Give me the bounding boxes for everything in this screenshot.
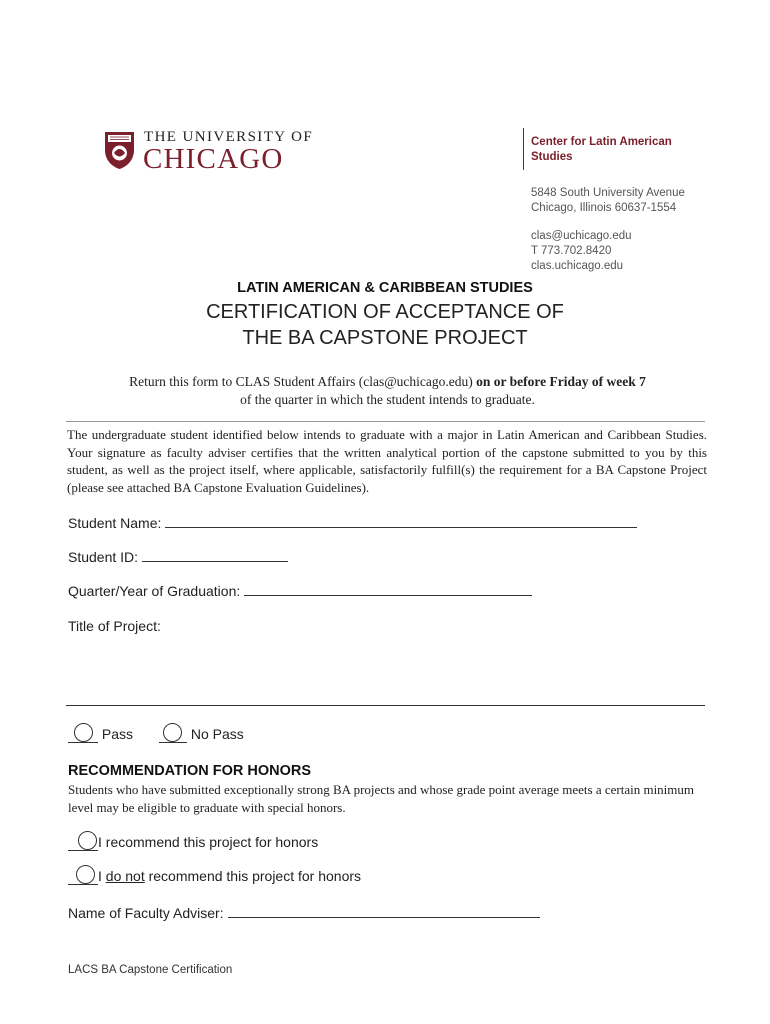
- pass-option[interactable]: [68, 724, 133, 743]
- not-recommend-suffix: recommend this project for honors: [144, 868, 362, 884]
- university-logo: [104, 128, 314, 175]
- form-title-line2: THE BA CAPSTONE PROJECT: [242, 327, 528, 349]
- contact-email: clas@uchicago.edu: [531, 230, 632, 242]
- header-divider: [523, 128, 524, 170]
- address-line2: Chicago, Illinois 60637-1554: [531, 202, 677, 214]
- address-line1: 5848 South University Avenue: [531, 187, 685, 199]
- graduation-field[interactable]: [244, 583, 532, 596]
- no-pass-radio[interactable]: [163, 723, 182, 742]
- not-recommend-prefix: I: [98, 868, 106, 884]
- return-instructions: [70, 373, 705, 409]
- not-recommend-blank: [68, 866, 98, 885]
- contact-phone: T 773.702.8420: [531, 245, 612, 257]
- student-id-field[interactable]: [142, 549, 288, 562]
- university-name-line2: CHICAGO: [143, 143, 284, 175]
- faculty-adviser-row: [68, 905, 540, 921]
- no-pass-option[interactable]: [159, 724, 244, 743]
- project-title-field[interactable]: [66, 638, 705, 702]
- pass-blank: [68, 724, 98, 743]
- contact-website: clas.uchicago.edu: [531, 260, 624, 272]
- honors-heading: RECOMMENDATION FOR HONORS: [68, 763, 312, 779]
- recommend-blank: [68, 832, 98, 851]
- center-name: Center for Latin American Studies: [531, 136, 672, 163]
- recommend-option[interactable]: [68, 832, 318, 851]
- student-id-row: [68, 549, 288, 565]
- university-name-line1: THE UNIVERSITY OF: [144, 129, 314, 145]
- recommend-label: I recommend this project for honors: [98, 834, 319, 850]
- honors-description: Students who have submitted exceptionally strong BA projects and whose grade point average meets a certain minimum level may be eligible to graduate with special honors.: [68, 782, 695, 815]
- pass-radio[interactable]: [74, 723, 93, 742]
- student-name-label: Student Name:: [68, 515, 162, 531]
- footer-text: LACS BA Capstone Certification: [68, 964, 233, 976]
- no-pass-label: No Pass: [190, 726, 244, 742]
- not-recommend-emphasis: do not: [105, 868, 145, 884]
- student-name-field[interactable]: [165, 515, 637, 528]
- deadline-text: on or before Friday of week 7: [476, 374, 646, 389]
- university-shield-icon: [104, 130, 135, 170]
- not-recommend-radio[interactable]: [76, 865, 95, 884]
- intro-paragraph: The undergraduate student identified below intends to graduate with a major in Latin American and Caribbean Studies. Your signature as faculty adviser certifies that the written analytical portion of the capstone submitted to you by this student, as well as the project itself, where applicable, satisfactorily fulfill(s) the requirement for a BA Capstone Project (please see attached BA Capstone Evaluation Guidelines).: [67, 427, 707, 495]
- recommend-radio[interactable]: [78, 831, 97, 850]
- student-id-label: Student ID:: [68, 549, 139, 565]
- return-instructions-text-2: of the quarter in which the student intends to graduate.: [240, 392, 535, 407]
- project-title-label: Title of Project:: [68, 618, 161, 634]
- form-title-line1: CERTIFICATION OF ACCEPTANCE OF: [206, 301, 564, 323]
- graduation-label: Quarter/Year of Graduation:: [68, 583, 241, 599]
- pass-label: Pass: [101, 726, 134, 742]
- faculty-adviser-label: Name of Faculty Adviser:: [68, 905, 224, 921]
- program-title: LATIN AMERICAN & CARIBBEAN STUDIES: [237, 280, 533, 296]
- faculty-adviser-field[interactable]: [228, 905, 540, 918]
- form-title: [0, 299, 770, 351]
- not-recommend-option[interactable]: [68, 866, 361, 885]
- no-pass-blank: [159, 724, 187, 743]
- student-name-row: [68, 515, 637, 531]
- project-title-underline: [66, 705, 705, 706]
- section-divider: [66, 421, 705, 422]
- return-instructions-text: Return this form to CLAS Student Affairs (clas@uchicago.edu): [129, 374, 477, 389]
- graduation-row: [68, 583, 532, 599]
